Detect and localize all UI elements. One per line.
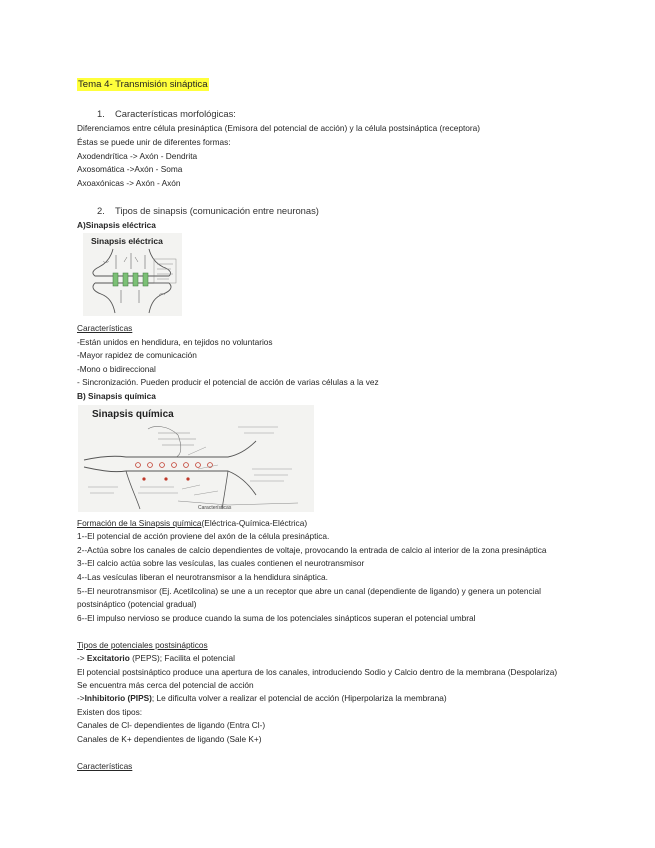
chemical-figure-caption: Características [198,505,232,511]
final-caracteristicas-label: Características [77,761,133,771]
excitatorio-prefix: -> [77,653,87,663]
formacion-step: 1--El potencial de acción proviene del axón de la célula presináptica. [77,531,330,541]
formacion-step: 2--Actúa sobre los canales de calcio dependientes de voltaje, provocando la entrada de calcio al interior de la zona presináptica [77,545,547,555]
formacion-step: 4--Las vesículas liberan el neurotransmisor a la hendidura sináptica. [77,572,328,582]
section1-line: Axodendrítica -> Axón - Dendrita [77,151,198,161]
inhibitorio-prefix: -> [77,693,85,703]
section2-heading [97,205,319,217]
formacion-step: postsináptico (potencial gradual) [77,599,197,609]
potenciales-label: Tipos de potenciales postsinápticos [77,640,208,650]
section1-heading [97,108,236,120]
section1-line: Axoaxónicas -> Axón - Axón [77,178,181,188]
excitatorio-detail: Se encuentra más cerca del potencial de acción [77,680,254,690]
formacion-suffix: (Eléctrica-Química-Eléctrica) [201,518,308,528]
inhibitorio-line [77,693,447,704]
section1-line: Éstas se puede unir de diferentes formas: [77,137,231,147]
section1-heading-text: Características morfológicas: [115,108,236,119]
chemical-synapse-diagram [78,405,314,512]
section1-line: Diferenciamos entre célula presináptica (Emisora del potencial de acción) y la célula postsináptica (receptora) [77,123,481,133]
formacion-step: 3--El calcio actúa sobre las vesículas, las cuales contienen el neurotransmisor [77,558,365,568]
section1-line: Axosomática ->Axón - Soma [77,164,183,174]
excitatorio-term: Excitatorio [86,653,130,663]
section1-number: 1. [97,108,105,119]
formacion-step: 6--El impulso nervioso se produce cuando la suma de los potenciales sinápticos superan el potencial umbral [77,613,476,623]
electrical-figure-title: Sinapsis eléctrica [91,236,163,246]
inhibitorio-detail: Canales de K+ dependientes de ligando (Sale K+) [77,734,262,744]
document-title: Tema 4- Transmisión sináptica [78,79,208,90]
electrica-line: -Están unidos en hendidura, en tejidos no voluntarios [77,337,273,347]
chemical-synapse-figure [78,405,314,512]
excitatorio-rest: (PEPS); Facilita el potencial [129,653,235,663]
inhibitorio-detail: Canales de Cl- dependientes de ligando (Entra Cl-) [77,720,266,730]
electrica-caracteristicas-label: Características [77,323,133,333]
section2-heading-text: Tipos de sinapsis (comunicación entre neuronas) [115,205,319,216]
electrica-subheading: A)Sinapsis eléctrica [77,220,156,230]
electrical-synapse-diagram [83,233,182,316]
chemical-figure-title: Sinapsis química [92,409,174,420]
formacion-step: 5--El neurotransmisor (Ej. Acetilcolina) se une a un receptor que abre un canal (dependiente de ligando) y genera un potencial [77,586,541,596]
electrica-line: -Mono o bidireccional [77,364,156,374]
excitatorio-line [77,653,235,664]
quimica-subheading: B) Sinapsis química [77,391,156,401]
inhibitorio-rest: ; Le dificulta volver a realizar el potencial de acción (Hiperpolariza la membrana) [151,693,447,703]
inhibitorio-term: Inhibitorio (PIPS) [84,693,152,703]
electrica-line: - Sincronización. Pueden producir el potencial de acción de varias células a la vez [77,377,379,387]
formacion-label: Formación de la Sinapsis química [77,518,202,528]
inhibitorio-detail: Existen dos tipos: [77,707,143,717]
excitatorio-detail: El potencial postsináptico produce una apertura de los canales, introduciendo Sodio y Calcio dentro de la membrana (Despolariza) [77,667,558,677]
electrica-line: -Mayor rapidez de comunicación [77,350,197,360]
formacion-heading [77,518,307,529]
section2-number: 2. [97,205,105,216]
electrical-synapse-figure [83,233,182,316]
